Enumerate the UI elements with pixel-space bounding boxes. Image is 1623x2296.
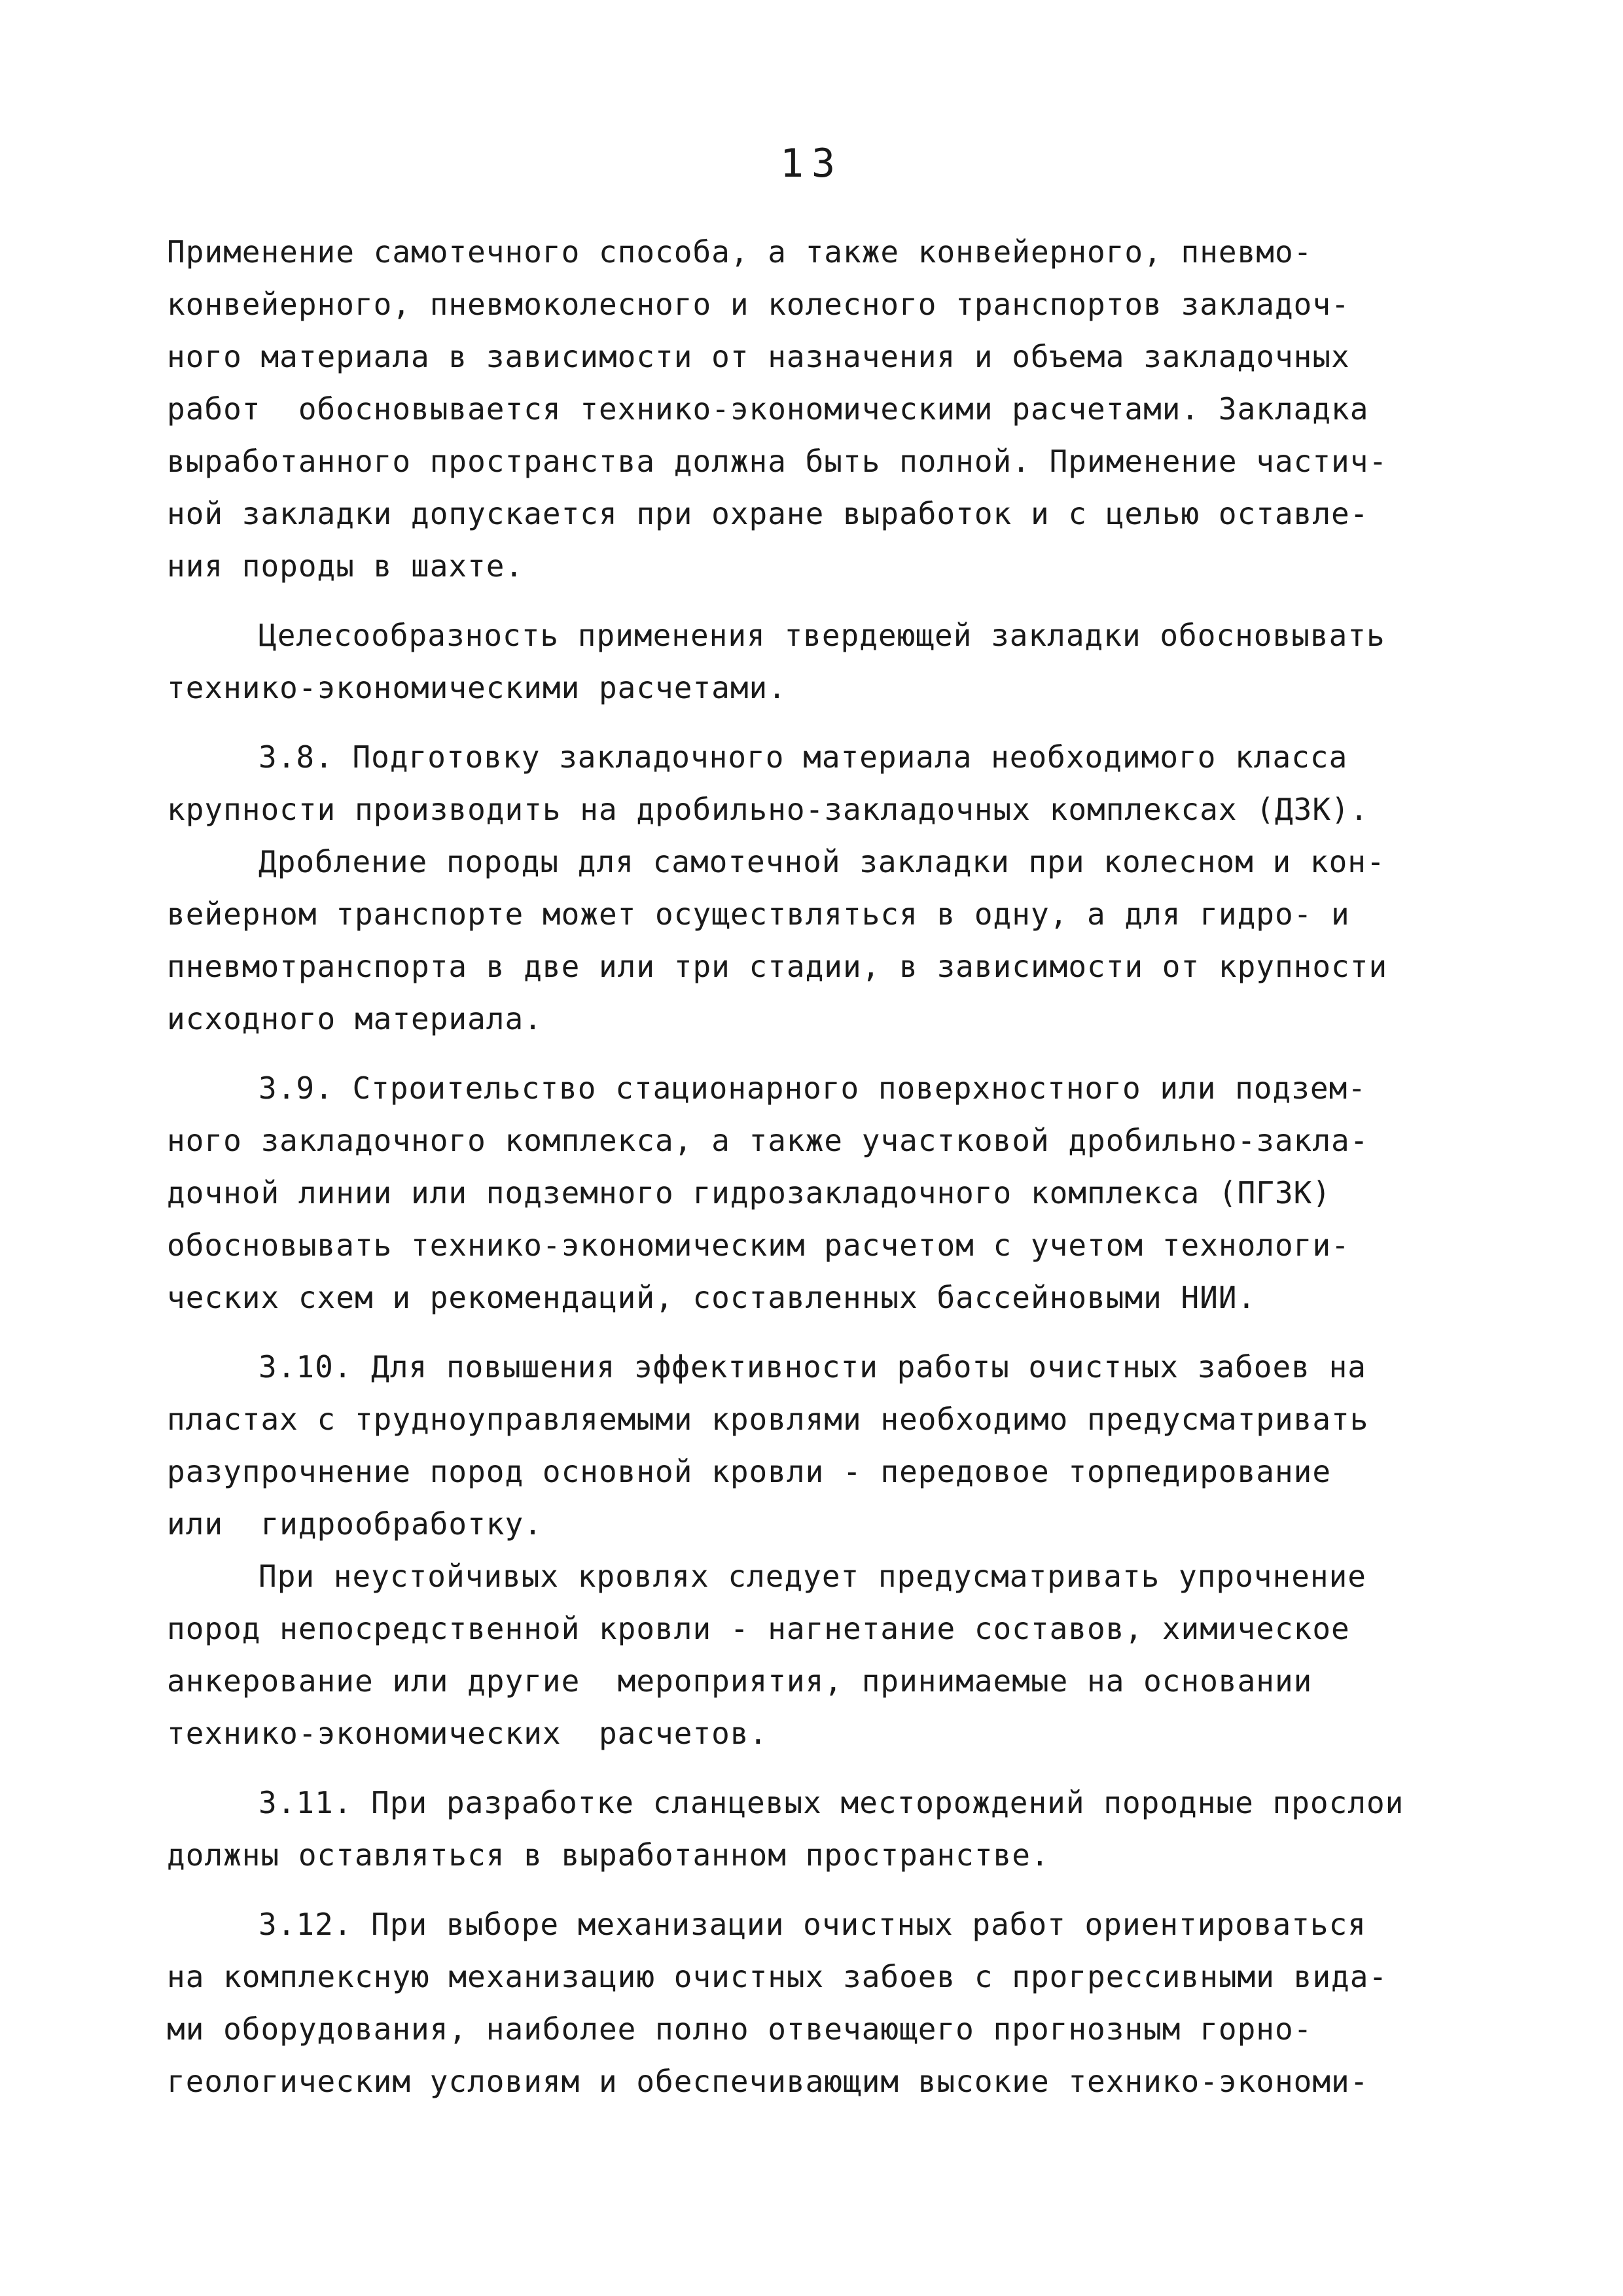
text-line: дочной линии или подземного гидрозакладочного комплекса (ПГЗК) bbox=[167, 1175, 1332, 1210]
paragraph-gap bbox=[167, 1881, 1502, 1898]
text-line: выработанного пространства должна быть полной. Применение частич- bbox=[167, 444, 1388, 479]
paragraph-gap bbox=[167, 1324, 1502, 1341]
text-line: ми оборудования, наиболее полно отвечающего прогнозным горно- bbox=[167, 2011, 1313, 2047]
text-line: Применение самотечного способа, а также конвейерного, пневмо- bbox=[167, 234, 1313, 270]
paragraph-intro bbox=[167, 226, 1502, 592]
text-line: Дробление породы для самотечной закладки при колесном и кон- bbox=[259, 844, 1385, 879]
paragraph-section-3-12 bbox=[167, 1898, 1502, 2108]
text-line: работ обосновывается технико-экономическими расчетами. Закладка bbox=[167, 391, 1369, 427]
text-line: 3.10. Для повышения эффективности работы очистных забоев на bbox=[259, 1349, 1366, 1385]
text-line: пневмотранспорта в две или три стадии, в зависимости от крупности bbox=[167, 949, 1388, 984]
text-line: ной закладки допускается при охране выработок и с целью оставле- bbox=[167, 496, 1369, 531]
text-line: крупности производить на дробильно-закладочных комплексах (ДЗК). bbox=[167, 792, 1369, 827]
paragraph-hardening-fill bbox=[167, 609, 1502, 714]
text-line: ния породы в шахте. bbox=[167, 548, 524, 584]
paragraph-gap bbox=[167, 714, 1502, 731]
text-line: 3.12. При выборе механизации очистных работ ориентироваться bbox=[259, 1907, 1366, 1942]
document-body bbox=[167, 226, 1502, 2108]
text-line: вейерном транспорте может осуществляться в одну, а для гидро- и bbox=[167, 896, 1350, 932]
paragraph-gap bbox=[167, 1045, 1502, 1062]
text-line: конвейерного, пневмоколесного и колесного транспортов закладоч- bbox=[167, 287, 1350, 322]
text-line: анкерование или другие мероприятия, принимаемые на основании bbox=[167, 1663, 1313, 1699]
text-line: геологическим условиям и обеспечивающим высокие технико-экономи- bbox=[167, 2064, 1369, 2099]
text-line: исходного материала. bbox=[167, 1001, 543, 1036]
text-line: ного материала в зависимости от назначения и объема закладочных bbox=[167, 339, 1350, 374]
text-line: должны оставляться в выработанном пространстве. bbox=[167, 1837, 1050, 1873]
paragraph-section-3-8 bbox=[167, 731, 1502, 836]
paragraph-gap bbox=[167, 592, 1502, 609]
text-line: ного закладочного комплекса, а также участковой дробильно-закла- bbox=[167, 1123, 1369, 1158]
paragraph-section-3-10-unstable-roof bbox=[167, 1550, 1502, 1759]
text-line: ческих схем и рекомендаций, составленных бассейновыми НИИ. bbox=[167, 1280, 1257, 1315]
text-line: 3.11. При разработке сланцевых месторождений породные прослои bbox=[259, 1785, 1404, 1820]
text-line: пород непосредственной кровли - нагнетание составов, химическое bbox=[167, 1611, 1350, 1646]
text-line: Целесообразность применения твердеющей закладки обосновывать bbox=[259, 618, 1385, 653]
paragraph-section-3-8-crushing bbox=[167, 836, 1502, 1045]
paragraph-section-3-9 bbox=[167, 1062, 1502, 1324]
text-line: на комплексную механизацию очистных забоев с прогрессивными вида- bbox=[167, 1959, 1388, 1994]
text-line: 3.9. Строительство стационарного поверхностного или подзем- bbox=[259, 1070, 1366, 1106]
text-line: или гидрообработку. bbox=[167, 1506, 543, 1542]
paragraph-gap bbox=[167, 1759, 1502, 1776]
text-line: технико-экономическими расчетами. bbox=[167, 670, 787, 705]
paragraph-section-3-10 bbox=[167, 1341, 1502, 1550]
page-number: 13 bbox=[779, 141, 844, 186]
text-line: обосновывать технико-экономическим расчетом с учетом технологи- bbox=[167, 1227, 1350, 1263]
text-line: пластах с трудноуправляемыми кровлями необходимо предусматривать bbox=[167, 1402, 1369, 1437]
text-line: технико-экономических расчетов. bbox=[167, 1716, 768, 1751]
text-line: 3.8. Подготовку закладочного материала необходимого класса bbox=[259, 739, 1348, 775]
text-line: При неустойчивых кровлях следует предусматривать упрочнение bbox=[259, 1559, 1366, 1594]
paragraph-section-3-11 bbox=[167, 1776, 1502, 1881]
text-line: разупрочнение пород основной кровли - передовое торпедирование bbox=[167, 1454, 1332, 1489]
